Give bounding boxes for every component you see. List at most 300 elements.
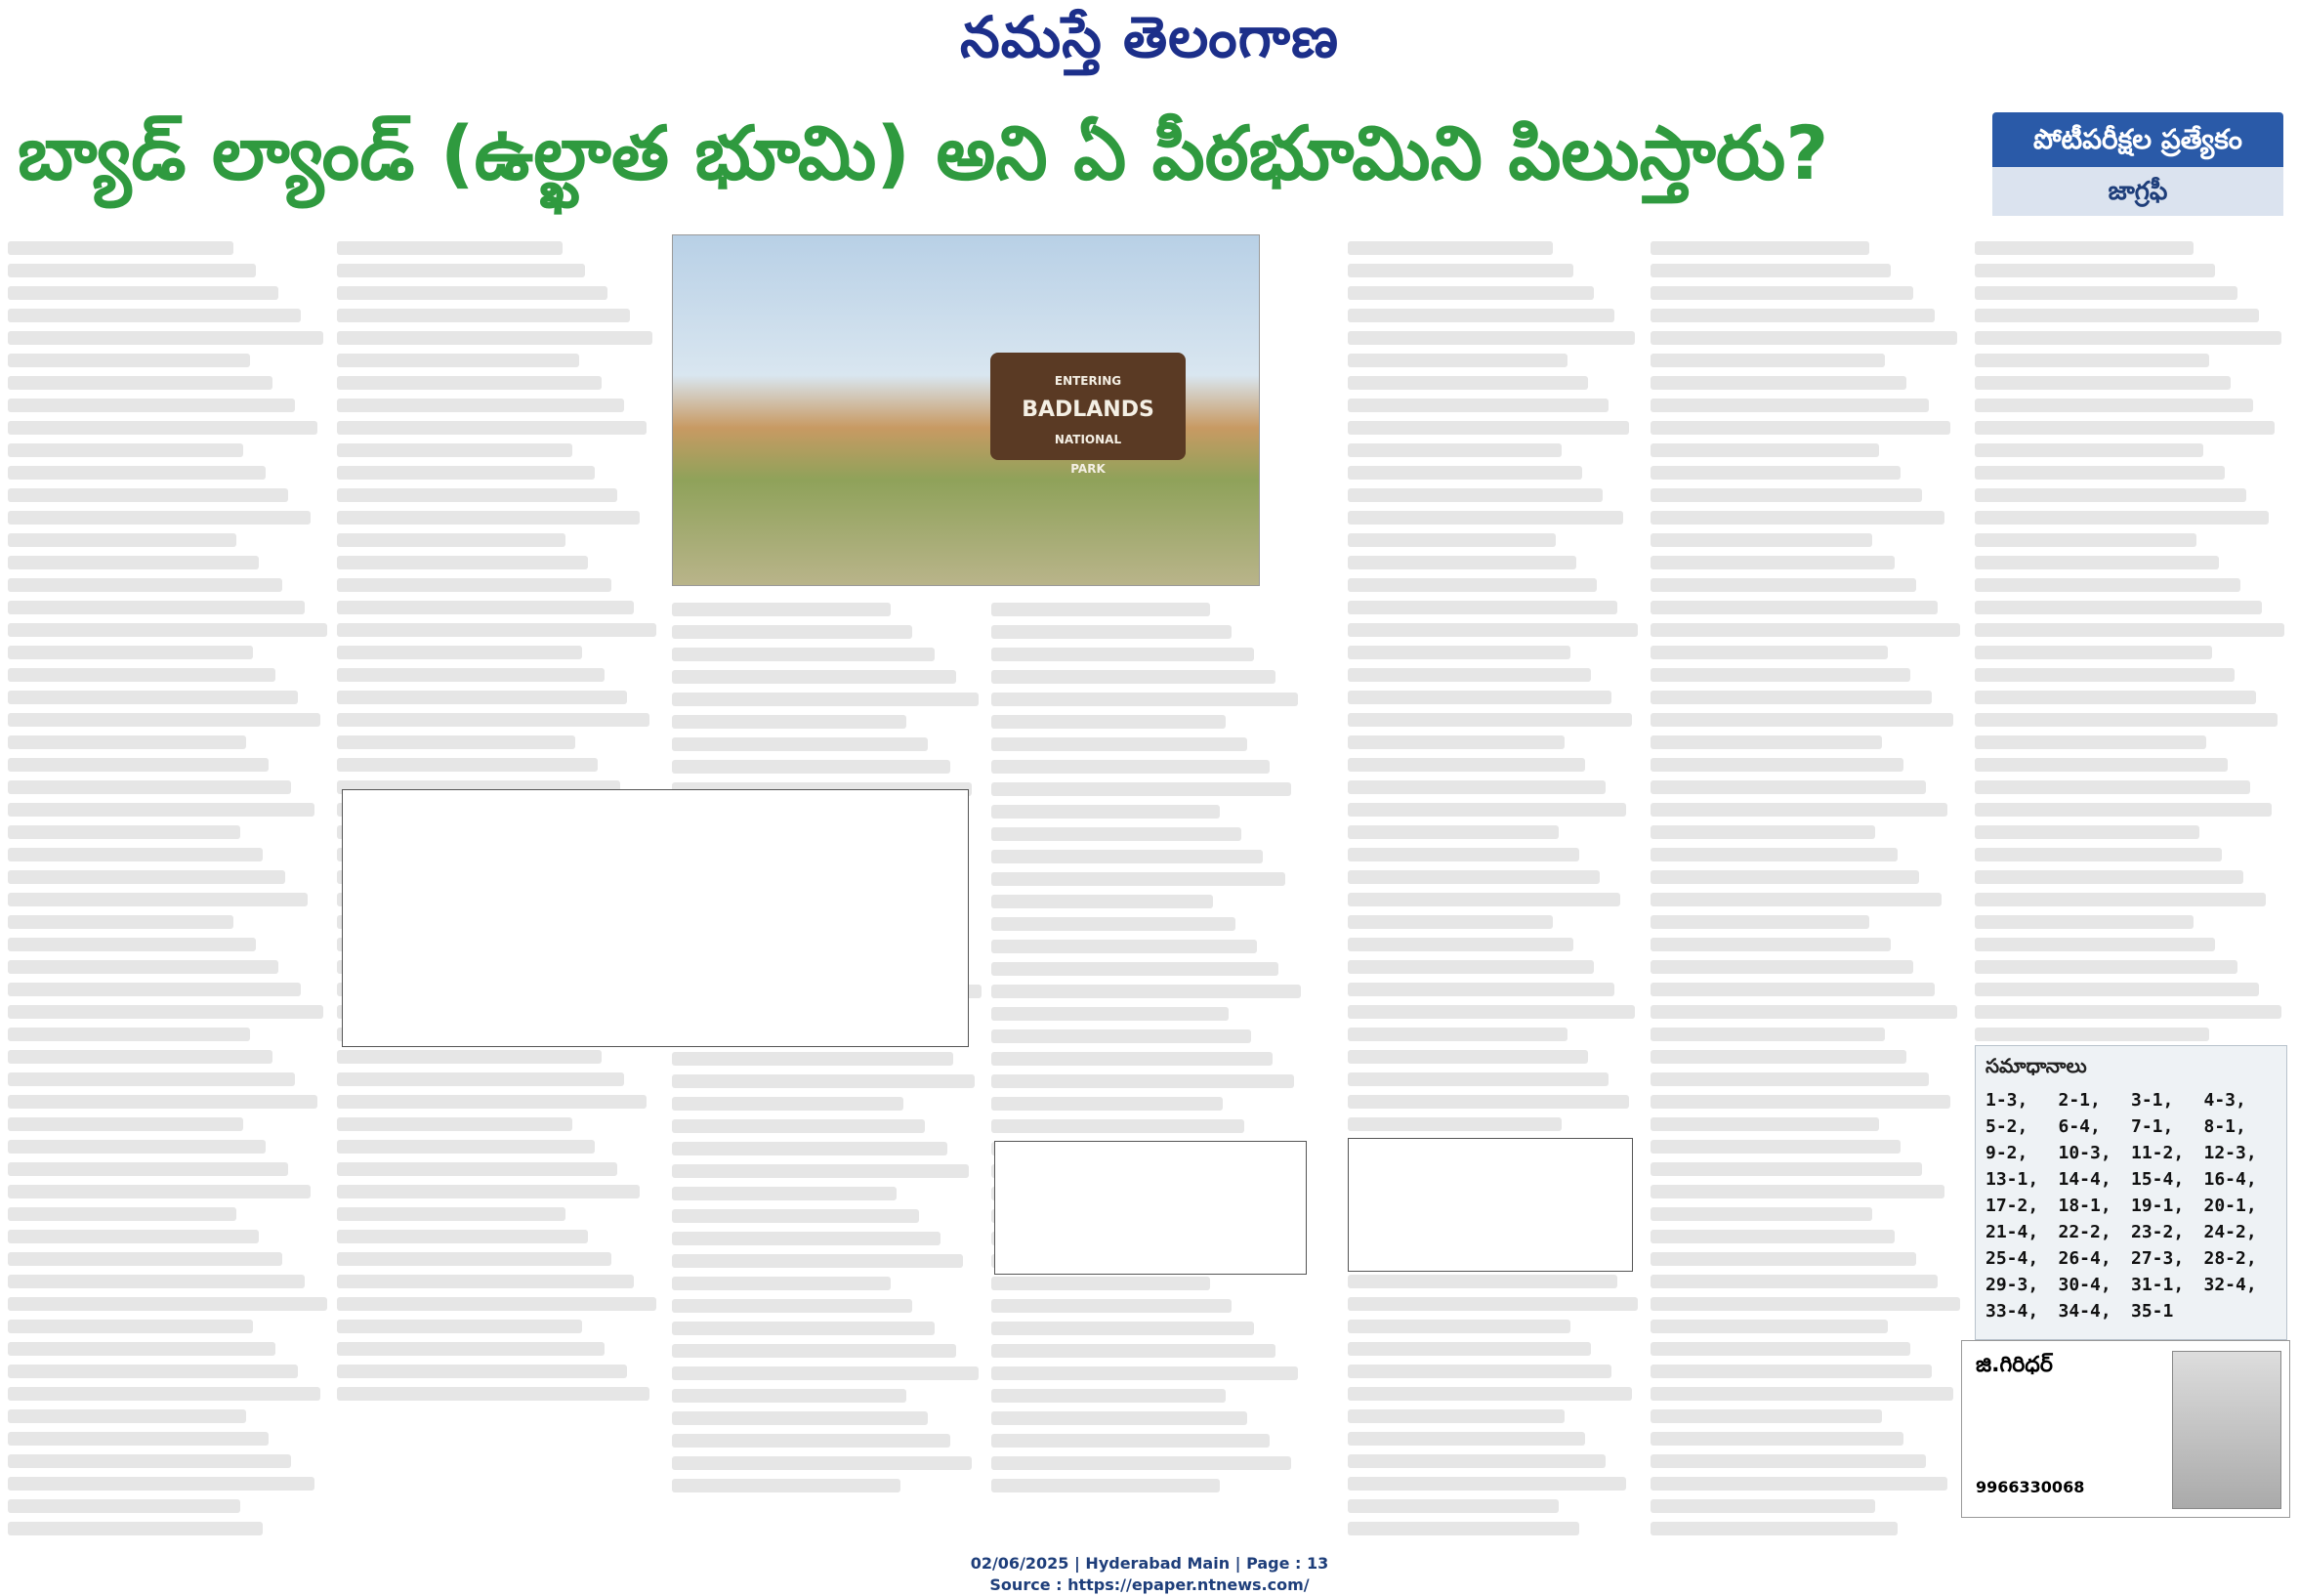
text-line	[1975, 623, 2284, 637]
author-name: జి.గిరిధర్	[1976, 1353, 2053, 1377]
author-phone: 9966330068	[1976, 1478, 2085, 1496]
section-badge-top: పోటీపరీక్షల ప్రత్యేకం	[1992, 112, 2283, 167]
text-line	[1348, 870, 1600, 884]
text-line	[337, 713, 649, 727]
text-line	[672, 1456, 972, 1470]
text-line	[8, 286, 278, 300]
text-line	[8, 915, 233, 929]
text-line	[1651, 623, 1960, 637]
text-line	[1348, 1072, 1609, 1086]
text-line	[1651, 1140, 1901, 1154]
text-line	[8, 1365, 298, 1378]
text-line	[1348, 893, 1620, 906]
text-line	[991, 648, 1254, 661]
text-line	[337, 399, 624, 412]
text-line	[1651, 1072, 1929, 1086]
text-line	[8, 1320, 253, 1333]
text-line	[337, 1252, 611, 1266]
text-line	[991, 805, 1220, 819]
text-line	[337, 1275, 634, 1288]
text-line	[1348, 264, 1573, 277]
text-line	[1348, 1005, 1635, 1019]
text-line	[1975, 399, 2253, 412]
text-line	[1348, 533, 1556, 547]
text-line	[672, 1479, 900, 1492]
text-line	[991, 782, 1291, 796]
text-line	[1348, 780, 1606, 794]
answer-item: 31-1,	[2131, 1275, 2185, 1295]
text-line	[1975, 713, 2278, 727]
text-line	[337, 1230, 588, 1243]
text-line	[1348, 601, 1617, 614]
text-line	[8, 983, 301, 996]
text-line	[8, 825, 240, 839]
text-line	[8, 1162, 288, 1176]
text-line	[672, 1164, 969, 1178]
text-line	[8, 1207, 236, 1221]
text-line	[1348, 1050, 1588, 1064]
text-line	[337, 286, 607, 300]
text-line	[1975, 735, 2206, 749]
text-line	[1348, 556, 1576, 569]
text-line	[1348, 825, 1559, 839]
text-line	[1651, 668, 1910, 682]
answer-item: 4-3,	[2203, 1090, 2246, 1111]
text-line	[672, 1366, 979, 1380]
column-1	[8, 232, 330, 1544]
badlands-photo	[672, 234, 1260, 586]
text-line	[991, 1411, 1247, 1425]
page-footer	[0, 1553, 2299, 1596]
text-line	[8, 488, 288, 502]
text-line	[1651, 1230, 1895, 1243]
answer-item: 13-1,	[1986, 1169, 2039, 1190]
text-line	[337, 1117, 572, 1131]
answer-item: 25-4,	[1986, 1248, 2039, 1269]
text-line	[337, 1320, 582, 1333]
text-line	[1348, 1454, 1606, 1468]
text-line	[1975, 960, 2237, 974]
answer-item: 26-4,	[2058, 1248, 2111, 1269]
answer-item: 24-2,	[2203, 1222, 2257, 1242]
answer-item: 17-2,	[1986, 1196, 2039, 1216]
text-line	[1348, 1477, 1626, 1491]
text-line	[337, 1140, 595, 1154]
text-line	[8, 1454, 291, 1468]
text-line	[1651, 691, 1932, 704]
text-line	[8, 1185, 311, 1198]
text-line	[1975, 354, 2209, 367]
text-line	[337, 511, 640, 525]
text-line	[337, 1050, 602, 1064]
text-line	[1348, 691, 1611, 704]
text-line	[1975, 1005, 2281, 1019]
text-line	[337, 533, 565, 547]
text-line	[1348, 399, 1609, 412]
text-line	[1651, 893, 1942, 906]
text-line	[8, 399, 295, 412]
text-line	[8, 1095, 317, 1109]
question-box-25	[1348, 1138, 1633, 1272]
text-line	[991, 1366, 1298, 1380]
text-line	[1348, 960, 1594, 974]
column-3	[672, 594, 984, 1501]
text-line	[1651, 578, 1916, 592]
text-line	[1651, 1297, 1960, 1311]
text-line	[1651, 309, 1935, 322]
text-line	[1348, 915, 1553, 929]
answer-item: 30-4,	[2058, 1275, 2111, 1295]
text-line	[1651, 915, 1869, 929]
text-line	[1975, 915, 2194, 929]
text-line	[337, 668, 605, 682]
text-line	[1651, 1095, 1950, 1109]
text-line	[1975, 691, 2256, 704]
text-line	[1348, 1275, 1617, 1288]
answer-item: 32-4,	[2203, 1275, 2257, 1295]
text-line	[1651, 443, 1879, 457]
text-line	[337, 556, 588, 569]
text-line	[991, 715, 1226, 729]
text-line	[8, 1275, 305, 1288]
text-line	[1651, 825, 1875, 839]
text-line	[1651, 1005, 1957, 1019]
text-line	[672, 1097, 903, 1111]
text-line	[991, 1322, 1254, 1335]
text-line	[337, 691, 627, 704]
text-line	[672, 1142, 947, 1155]
answer-item: 34-4,	[2058, 1301, 2111, 1322]
sign-badlands: BADLANDS	[1022, 398, 1154, 422]
text-line	[1651, 1117, 1879, 1131]
text-line	[8, 960, 278, 974]
answer-key	[1975, 1045, 2287, 1340]
text-line	[672, 625, 912, 639]
text-line	[1651, 713, 1953, 727]
text-line	[672, 737, 928, 751]
column-7	[1975, 232, 2287, 1050]
author-photo	[2172, 1351, 2281, 1509]
text-line	[991, 985, 1301, 998]
text-line	[337, 354, 579, 367]
text-line	[1651, 1275, 1938, 1288]
answer-item: 23-2,	[2131, 1222, 2185, 1242]
text-line	[1651, 1162, 1922, 1176]
text-line	[1651, 1342, 1910, 1356]
answer-item: 35-1	[2131, 1301, 2174, 1322]
answer-item: 12-3,	[2203, 1143, 2257, 1163]
text-line	[8, 893, 308, 906]
sign-park: PARK	[1070, 462, 1106, 476]
text-line	[672, 1277, 891, 1290]
text-line	[672, 760, 950, 774]
text-line	[1651, 421, 1950, 435]
column-4	[991, 594, 1304, 1501]
text-line	[1651, 1409, 1882, 1423]
text-line	[1651, 1320, 1888, 1333]
masthead: నమస్తే తెలంగాణ	[960, 4, 1339, 70]
text-line	[8, 533, 236, 547]
text-line	[991, 1434, 1270, 1448]
text-line	[1348, 309, 1614, 322]
text-line	[1975, 983, 2259, 996]
text-line	[1348, 803, 1626, 817]
text-line	[991, 917, 1235, 931]
text-line	[1348, 331, 1635, 345]
text-line	[1975, 443, 2203, 457]
text-line	[337, 646, 582, 659]
text-line	[1348, 1522, 1579, 1535]
text-line	[1975, 938, 2215, 951]
text-line	[337, 1297, 656, 1311]
text-line	[337, 735, 575, 749]
text-line	[672, 715, 906, 729]
text-line	[1348, 1117, 1562, 1131]
text-line	[8, 1432, 269, 1446]
park-sign	[990, 353, 1186, 476]
text-line	[1975, 286, 2237, 300]
text-line	[1651, 1522, 1898, 1535]
text-line	[8, 578, 282, 592]
answer-item: 15-4,	[2131, 1169, 2185, 1190]
text-line	[1651, 466, 1901, 480]
text-line	[991, 962, 1278, 976]
text-line	[1348, 578, 1597, 592]
answer-item: 19-1,	[2131, 1196, 2185, 1216]
text-line	[337, 1095, 647, 1109]
text-line	[8, 1140, 266, 1154]
text-line	[8, 1117, 243, 1131]
text-line	[8, 780, 291, 794]
text-line	[1348, 983, 1614, 996]
text-line	[1651, 331, 1957, 345]
answer-item: 28-2,	[2203, 1248, 2257, 1269]
text-line	[8, 1050, 272, 1064]
text-line	[1348, 1409, 1565, 1423]
text-line	[1348, 758, 1585, 772]
text-line	[1975, 466, 2225, 480]
text-line	[991, 1299, 1232, 1313]
text-line	[1975, 511, 2269, 525]
text-line	[991, 693, 1298, 706]
text-line	[1651, 1028, 1885, 1041]
text-line	[337, 1162, 617, 1176]
text-line	[1651, 601, 1938, 614]
text-line	[1975, 488, 2246, 502]
text-line	[1348, 241, 1553, 255]
answer-item: 8-1,	[2203, 1116, 2246, 1137]
text-line	[337, 623, 656, 637]
text-line	[1975, 758, 2228, 772]
column-5	[1348, 232, 1641, 1544]
footer-source[interactable]: Source : https://epaper.ntnews.com/	[989, 1575, 1310, 1594]
text-line	[672, 1389, 906, 1403]
text-line	[337, 578, 611, 592]
text-line	[1348, 286, 1594, 300]
text-line	[1651, 1477, 1947, 1491]
text-line	[8, 354, 250, 367]
text-line	[8, 331, 323, 345]
text-line	[1348, 1320, 1570, 1333]
text-line	[1348, 1499, 1559, 1513]
text-line	[1348, 623, 1638, 637]
text-line	[8, 241, 233, 255]
answer-key-title: సమాధానాలు	[1986, 1054, 2087, 1077]
answer-item: 6-4,	[2058, 1116, 2101, 1137]
text-line	[8, 735, 246, 749]
text-line	[1975, 893, 2266, 906]
question-box-19	[994, 1141, 1307, 1275]
text-line	[991, 1074, 1294, 1088]
text-line	[8, 1499, 240, 1513]
text-line	[1348, 713, 1632, 727]
text-line	[337, 241, 563, 255]
text-line	[1975, 241, 2194, 255]
text-line	[1651, 983, 1935, 996]
text-line	[991, 1097, 1223, 1111]
text-line	[1348, 646, 1570, 659]
text-line	[1975, 1028, 2209, 1041]
text-line	[1651, 264, 1891, 277]
footer-date: 02/06/2025 | Hyderabad Main | Page : 13	[970, 1554, 1329, 1573]
text-line	[8, 1342, 275, 1356]
text-line	[1651, 354, 1885, 367]
text-line	[1975, 668, 2235, 682]
text-line	[991, 1479, 1220, 1492]
text-line	[1348, 1342, 1591, 1356]
text-line	[8, 758, 269, 772]
text-line	[8, 848, 263, 861]
text-line	[991, 603, 1210, 616]
answer-item: 33-4,	[1986, 1301, 2039, 1322]
text-line	[337, 1365, 627, 1378]
text-line	[8, 1072, 295, 1086]
text-line	[8, 1028, 250, 1041]
text-line	[8, 443, 243, 457]
text-line	[1348, 488, 1603, 502]
answer-item: 9-2,	[1986, 1143, 2028, 1163]
text-line	[1651, 1252, 1916, 1266]
text-line	[1348, 511, 1623, 525]
text-line	[1651, 803, 1947, 817]
text-line	[1651, 960, 1913, 974]
section-badge-bottom: జాగ్రఫీ	[1992, 167, 2283, 216]
text-line	[1348, 1432, 1585, 1446]
text-line	[1975, 601, 2262, 614]
text-line	[1651, 376, 1906, 390]
answer-item: 18-1,	[2058, 1196, 2111, 1216]
answer-item: 10-3,	[2058, 1143, 2111, 1163]
text-line	[1975, 646, 2212, 659]
author-box	[1961, 1340, 2290, 1518]
text-line	[1651, 1050, 1906, 1064]
text-line	[1975, 309, 2259, 322]
text-line	[8, 376, 272, 390]
text-line	[991, 940, 1257, 953]
text-line	[337, 331, 652, 345]
headline: బ్యాడ్ ల్యాండ్ (ఉల్ఖాత భూమి) అని ఏ పీఠభూమిని పిలుస్తారు?	[18, 109, 1829, 196]
text-line	[1975, 848, 2222, 861]
text-line	[8, 1409, 246, 1423]
text-line	[672, 1344, 956, 1358]
text-line	[1651, 758, 1903, 772]
text-line	[337, 376, 602, 390]
text-line	[8, 713, 320, 727]
text-line	[1348, 354, 1568, 367]
answer-item: 11-2,	[2131, 1143, 2185, 1163]
text-line	[337, 758, 598, 772]
text-line	[1348, 735, 1565, 749]
text-line	[8, 803, 314, 817]
text-line	[8, 264, 256, 277]
text-line	[1975, 264, 2215, 277]
text-line	[991, 1029, 1251, 1043]
text-line	[672, 1209, 919, 1223]
text-line	[1348, 668, 1591, 682]
text-line	[672, 1074, 975, 1088]
text-line	[1651, 511, 1944, 525]
text-line	[8, 646, 253, 659]
answer-item: 21-4,	[1986, 1222, 2039, 1242]
answer-item: 16-4,	[2203, 1169, 2257, 1190]
text-line	[1975, 870, 2243, 884]
text-line	[991, 1389, 1226, 1403]
text-line	[672, 1187, 897, 1200]
answer-item: 5-2,	[1986, 1116, 2028, 1137]
text-line	[991, 850, 1263, 863]
text-line	[1651, 488, 1922, 502]
text-line	[672, 1119, 925, 1133]
text-line	[1348, 1387, 1632, 1401]
text-line	[337, 264, 585, 277]
text-line	[1975, 780, 2250, 794]
text-line	[337, 443, 572, 457]
text-line	[672, 1322, 935, 1335]
text-line	[1348, 376, 1588, 390]
answer-item: 29-3,	[1986, 1275, 2039, 1295]
text-line	[1975, 376, 2231, 390]
answer-item: 27-3,	[2131, 1248, 2185, 1269]
text-line	[337, 601, 634, 614]
text-line	[8, 870, 285, 884]
text-line	[1651, 1499, 1875, 1513]
text-line	[991, 737, 1247, 751]
text-line	[1651, 533, 1872, 547]
text-line	[1348, 1095, 1629, 1109]
text-line	[991, 1456, 1291, 1470]
answer-grid	[1976, 1086, 2286, 1325]
text-line	[337, 421, 647, 435]
text-line	[672, 1052, 953, 1066]
text-line	[991, 1007, 1229, 1021]
text-line	[337, 466, 595, 480]
text-line	[991, 760, 1270, 774]
text-line	[672, 1299, 912, 1313]
text-line	[1348, 848, 1579, 861]
text-line	[8, 601, 305, 614]
answer-item: 20-1,	[2203, 1196, 2257, 1216]
text-line	[1348, 443, 1562, 457]
text-line	[1651, 241, 1869, 255]
text-line	[672, 1254, 963, 1268]
text-line	[1975, 331, 2281, 345]
text-line	[1651, 646, 1888, 659]
text-line	[672, 1411, 928, 1425]
text-line	[8, 691, 298, 704]
text-line	[991, 1344, 1275, 1358]
text-line	[672, 1434, 950, 1448]
text-line	[1348, 1028, 1568, 1041]
